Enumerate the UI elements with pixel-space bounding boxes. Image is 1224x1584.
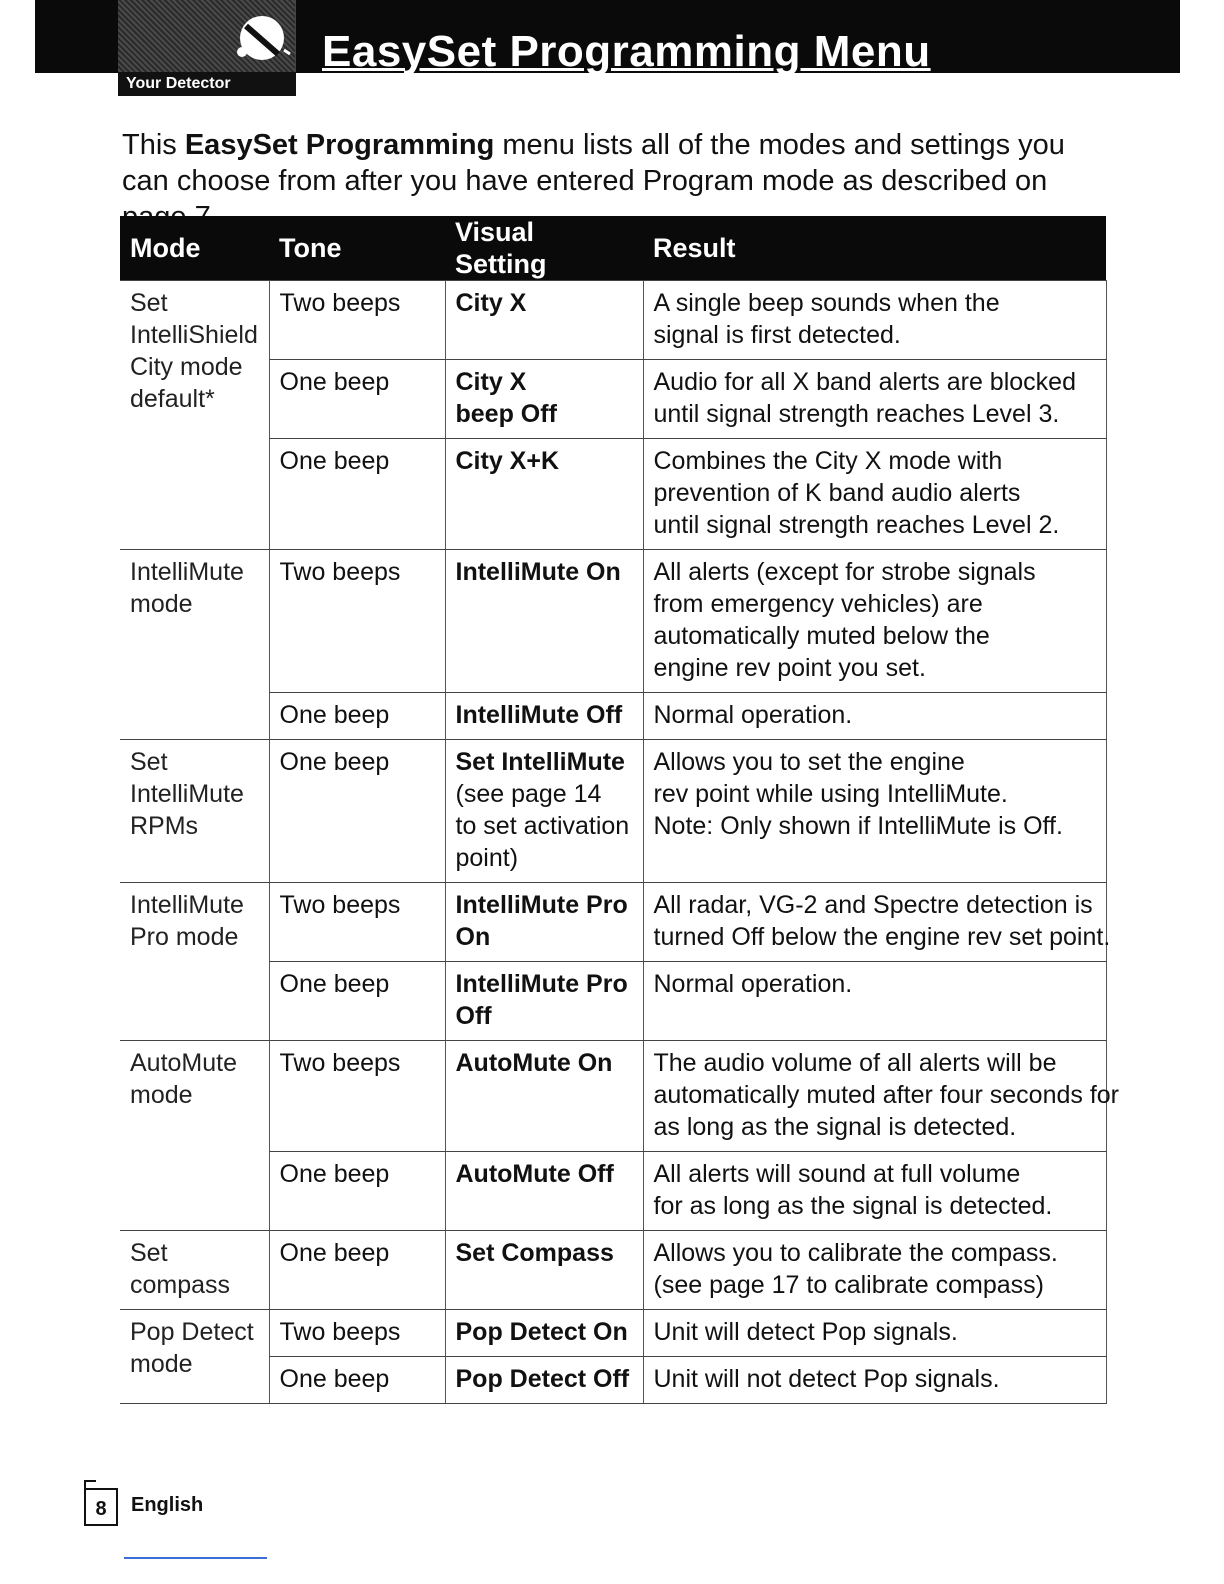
section-label: Your Detector	[118, 72, 296, 96]
mode-line: IntelliMute	[130, 891, 244, 919]
table-row	[120, 1041, 1106, 1152]
mode-line: Set	[130, 748, 168, 776]
visual-setting-line: Set IntelliMute	[455, 748, 625, 776]
visual-setting-note: (see page 14	[455, 780, 602, 808]
visual-setting-cell	[445, 740, 643, 883]
visual-setting-cell	[445, 1152, 643, 1231]
visual-setting-line: City X	[455, 289, 527, 317]
mode-line: AutoMute	[130, 1049, 238, 1077]
mode-cell	[120, 1231, 269, 1310]
mode-line: compass	[130, 1271, 231, 1299]
visual-setting-cell	[445, 360, 643, 439]
mode-line: Pro mode	[130, 923, 239, 951]
page-number: 8	[84, 1488, 118, 1526]
result-cell	[643, 281, 1106, 360]
visual-setting-note: to set activation	[455, 812, 630, 840]
result-line: Normal operation.	[653, 970, 853, 998]
detector-logo-icon	[228, 10, 292, 70]
visual-setting-line: Off	[455, 1002, 492, 1030]
table-body	[120, 281, 1120, 1404]
result-cell	[643, 550, 1106, 693]
mode-line: default*	[130, 385, 215, 413]
result-line: All radar, VG-2 and Spectre detection is	[653, 891, 1093, 919]
result-cell	[643, 439, 1106, 550]
table-row	[120, 740, 1106, 883]
result-line: signal is first detected.	[653, 321, 901, 349]
column-header: Tone	[269, 216, 445, 281]
visual-setting-line: IntelliMute On	[455, 558, 621, 586]
mode-line: mode	[130, 1350, 193, 1378]
visual-setting-cell	[445, 1357, 643, 1404]
mode-line: RPMs	[130, 812, 199, 840]
result-line: Combines the City X mode with	[653, 447, 1003, 475]
result-line: Audio for all X band alerts are blocked	[653, 368, 1076, 396]
table-row	[120, 883, 1106, 962]
intro-text-end: menu lists all of the modes and settings you can choose from after you have entered Program mode as described on	[122, 129, 1065, 197]
mode-line: Set	[130, 289, 168, 317]
visual-setting-line: beep Off	[455, 400, 557, 428]
result-cell	[643, 740, 1106, 883]
result-line: as long as the signal is detected.	[653, 1113, 1017, 1141]
tone-cell: One beep	[269, 360, 445, 439]
visual-setting-cell	[445, 962, 643, 1041]
visual-setting-line: Pop Detect On	[455, 1318, 628, 1346]
tone-cell: One beep	[269, 1231, 445, 1310]
result-line: Unit will detect Pop signals.	[653, 1318, 958, 1346]
visual-setting-line: City X	[455, 368, 527, 396]
result-line: engine rev point you set.	[653, 654, 926, 682]
visual-setting-cell	[445, 883, 643, 962]
visual-setting-line: City X+K	[455, 447, 560, 475]
result-line: Normal operation.	[653, 701, 853, 729]
visual-setting-cell	[445, 281, 643, 360]
mode-line: City mode	[130, 353, 243, 381]
tone-cell: One beep	[269, 1152, 445, 1231]
result-line: automatically muted after four seconds for	[653, 1081, 1120, 1109]
column-header: Visual Setting	[445, 216, 643, 281]
visual-setting-line: AutoMute Off	[455, 1160, 614, 1188]
result-line: Allows you to set the engine	[653, 748, 965, 776]
table-row	[120, 550, 1106, 693]
intro-bold-term: EasySet Programming	[184, 129, 495, 161]
result-line: Allows you to calibrate the compass.	[653, 1239, 1058, 1267]
mode-line: IntelliMute	[130, 558, 244, 586]
mode-cell	[120, 740, 269, 883]
tone-cell: Two beeps	[269, 883, 445, 962]
tone-cell: One beep	[269, 1357, 445, 1404]
table-row	[120, 1310, 1106, 1357]
visual-setting-line: IntelliMute Pro	[455, 970, 628, 998]
mode-line: IntelliMute	[130, 780, 244, 808]
visual-setting-cell	[445, 1041, 643, 1152]
language-label: English	[131, 1494, 204, 1516]
tone-cell: Two beeps	[269, 550, 445, 693]
result-cell	[643, 1310, 1106, 1357]
visual-setting-line: AutoMute On	[455, 1049, 613, 1077]
mode-line: mode	[130, 1081, 193, 1109]
visual-setting-line: On	[455, 923, 491, 951]
visual-setting-cell	[445, 1310, 643, 1357]
tone-cell: Two beeps	[269, 1310, 445, 1357]
result-line: A single beep sounds when the	[653, 289, 1000, 317]
visual-setting-line: IntelliMute Off	[455, 701, 623, 729]
visual-setting-cell	[445, 1231, 643, 1310]
mode-cell	[120, 281, 269, 550]
page-title: EasySet Programming Menu	[322, 27, 931, 76]
result-cell	[643, 1357, 1106, 1404]
visual-setting-cell	[445, 550, 643, 693]
footer-rule	[124, 1557, 267, 1559]
tone-cell: One beep	[269, 693, 445, 740]
intro-text-start: This	[122, 129, 185, 161]
mode-cell	[120, 883, 269, 1041]
table-row	[120, 281, 1106, 360]
result-cell	[643, 693, 1106, 740]
result-line: for as long as the signal is detected.	[653, 1192, 1053, 1220]
tone-cell: One beep	[269, 962, 445, 1041]
result-line: turned Off below the engine rev set point.	[653, 923, 1111, 951]
result-cell	[643, 1231, 1106, 1310]
result-cell	[643, 1041, 1120, 1152]
result-line: prevention of K band audio alerts	[653, 479, 1021, 507]
result-line: Note: Only shown if IntelliMute is Off.	[653, 812, 1063, 840]
result-line: All alerts (except for strobe signals	[653, 558, 1036, 586]
tone-cell: Two beeps	[269, 281, 445, 360]
tone-cell: Two beeps	[269, 1041, 445, 1152]
result-line: until signal strength reaches Level 3.	[653, 400, 1060, 428]
result-line: Unit will not detect Pop signals.	[653, 1365, 1000, 1393]
result-line: rev point while using IntelliMute.	[653, 780, 1008, 808]
tone-cell: One beep	[269, 439, 445, 550]
table-row	[120, 1231, 1106, 1310]
mode-cell	[120, 550, 269, 740]
column-header: Result	[643, 216, 1106, 281]
tone-cell: One beep	[269, 740, 445, 883]
mode-line: Set	[130, 1239, 168, 1267]
result-line: from emergency vehicles) are	[653, 590, 983, 618]
programming-menu-table	[120, 216, 1120, 1404]
result-line: until signal strength reaches Level 2.	[653, 511, 1060, 539]
mode-line: IntelliShield	[130, 321, 258, 349]
visual-setting-cell	[445, 439, 643, 550]
visual-setting-line: IntelliMute Pro	[455, 891, 628, 919]
result-cell	[643, 360, 1106, 439]
mode-cell	[120, 1041, 269, 1231]
table-header-row	[120, 216, 1106, 281]
result-line: All alerts will sound at full volume	[653, 1160, 1021, 1188]
mode-line: Pop Detect	[130, 1318, 254, 1346]
visual-setting-cell	[445, 693, 643, 740]
visual-setting-line: Pop Detect Off	[455, 1365, 630, 1393]
result-cell	[643, 883, 1111, 962]
result-cell	[643, 1152, 1106, 1231]
visual-setting-note: point)	[455, 844, 519, 872]
mode-cell	[120, 1310, 269, 1404]
result-line: (see page 17 to calibrate compass)	[653, 1271, 1044, 1299]
mode-line: mode	[130, 590, 193, 618]
result-line: automatically muted below the	[653, 622, 990, 650]
result-line: The audio volume of all alerts will be	[653, 1049, 1057, 1077]
column-header: Mode	[120, 216, 269, 281]
visual-setting-line: Set Compass	[455, 1239, 614, 1267]
result-cell	[643, 962, 1106, 1041]
